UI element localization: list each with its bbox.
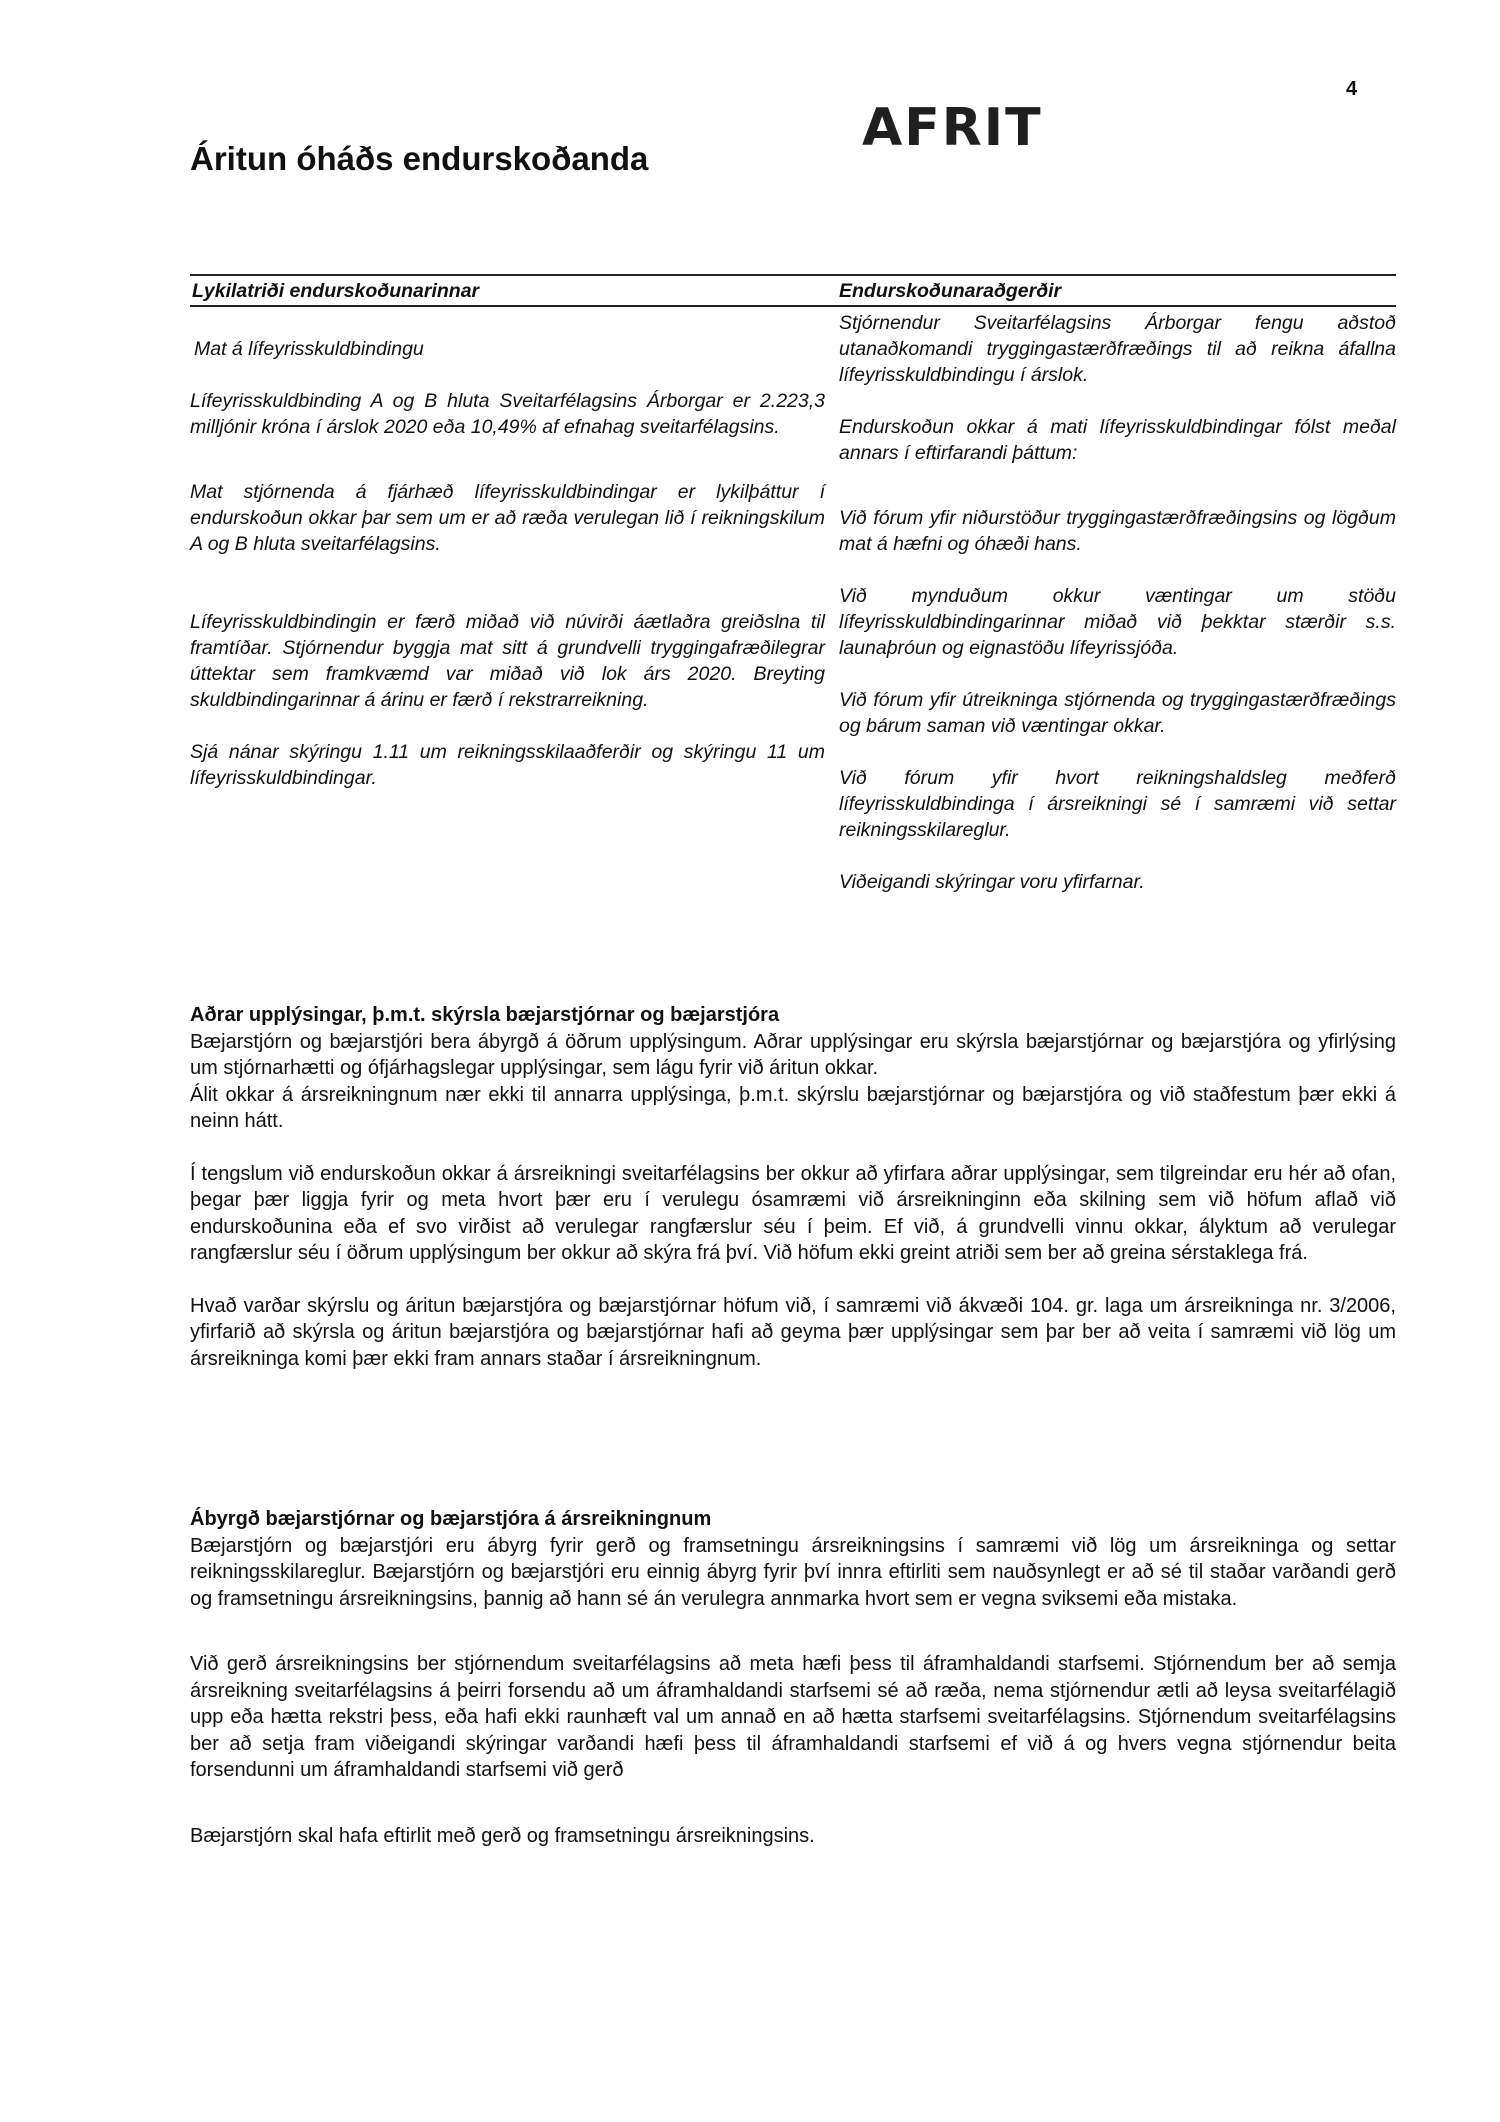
key-matters-column <box>190 310 825 791</box>
key-matter-paragraph: Sjá nánar skýringu 1.11 um reikningsskilaaðferðir og skýringu 11 um lífeyrisskuldbindingar. <box>190 741 825 789</box>
body-paragraph: Bæjarstjórn og bæjarstjóri bera ábyrgð á öðrum upplýsingum. Aðrar upplýsingar eru skýrsla bæjarstjórnar og bæjarstjóra og yfirlýsing um stjórnarhætti og ófjárhagslegar upplýsingar, sem lágu fyrir við áritun okkar. <box>190 1030 1396 1079</box>
body-paragraph: Bæjarstjórn og bæjarstjóri eru ábyrg fyrir gerð og framsetningu ársreikningsins í samræmi við lög um ársreikninga og settar reikningsskilareglur. Bæjarstjórn og bæjarstjóri eru einnig ábyrg fyrir því innra eftirliti sem nauðsynlegt er að sé til staðar varðandi gerð og framsetningu ársreikningsins, þannig að hann sé án verulegra annmarka hvort sem er vegna sviksemi eða mistaka. <box>190 1534 1396 1610</box>
key-matter-paragraph: Lífeyrisskuldbinding A og B hluta Sveitarfélagsins Árborgar er 2.223,3 milljónir króna í árslok 2020 eða 10,49% af efnahag sveitarfélagsins. <box>190 390 825 438</box>
audit-procedures-column <box>839 310 1396 895</box>
table-header-rule <box>190 305 1396 307</box>
page-number: 4 <box>1346 78 1358 100</box>
procedure-paragraph: Við mynduðum okkur væntingar um stöðu lífeyrisskuldbindingarinnar miðað við þekktar stærðir s.s. launaþróun og eignastöðu lífeyrissjóða. <box>839 585 1396 659</box>
other-information-section <box>190 1002 1396 1372</box>
body-paragraph: Bæjarstjórn skal hafa eftirlit með gerð og framsetningu ársreikningsins. <box>190 1824 815 1847</box>
procedure-paragraph: Stjórnendur Sveitarfélagsins Árborgar fengu aðstoð utanaðkomandi tryggingastærðfræðings til að reikna áfallna lífeyrisskuldbindingu í árslok. <box>839 312 1396 386</box>
pension-subheading: Mat á lífeyrisskuldbindingu <box>194 338 424 360</box>
afrit-stamp: AFRIT <box>862 98 1043 158</box>
procedure-paragraph: Við fórum yfir niðurstöður tryggingastærðfræðingsins og lögðum mat á hæfni og óhæði hans. <box>839 507 1396 555</box>
responsibility-heading: Ábyrgð bæjarstjórnar og bæjarstjóra á ársreikningnum <box>190 1508 712 1530</box>
page-title: Áritun óháðs endurskoðanda <box>190 140 649 177</box>
audit-procedures-heading: Endurskoðunaraðgerðir <box>839 280 1062 302</box>
key-matters-heading: Lykilatriði endurskoðunarinnar <box>192 280 480 302</box>
procedure-paragraph: Við fórum yfir hvort reikningshaldsleg meðferð lífeyrisskuldbindinga í ársreikningi sé í samræmi við settar reikningsskilareglur. <box>839 767 1396 841</box>
procedure-paragraph: Endurskoðun okkar á mati lífeyrisskuldbindingar fólst meðal annars í eftirfarandi þáttum: <box>839 416 1396 464</box>
body-paragraph: Álit okkar á ársreikningnum nær ekki til annarra upplýsinga, þ.m.t. skýrslu bæjarstjórnar og bæjarstjóra og við staðfestum þær ekki á neinn hátt. <box>190 1083 1396 1132</box>
procedure-paragraph: Viðeigandi skýringar voru yfirfarnar. <box>839 871 1145 893</box>
body-paragraph: Hvað varðar skýrslu og áritun bæjarstjóra og bæjarstjórnar höfum við, í samræmi við ákvæði 104. gr. laga um ársreikninga nr. 3/2006, yfirfarið að skýrsla og áritun bæjarstjóra og bæjarstjórnar hafi að geyma þær upplýsingar sem þar ber að veita í samræmi við lög um ársreikninga komi þær ekki fram annars staðar í ársreikningnum. <box>190 1294 1396 1370</box>
body-paragraph: Við gerð ársreikningsins ber stjórnendum sveitarfélagsins að meta hæfi þess til áframhaldandi starfsemi. Stjórnendum ber að semja ársreikning sveitarfélagsins á þeirri forsendu að um áframhaldandi starfsemi sé að ræða, nema stjórnendur ætli að leysa sveitarfélagið upp eða hætta rekstri þess, eða hafi ekki raunhæft val um annað en að hætta starfsemi sveitarfélagsins. Stjórnendum sveitarfélagsins ber að setja fram viðeigandi skýringar varðandi hæfi þess til áframhaldandi starfsemi ef við á og hvers vegna stjórnendur beita forsendunni um áframhaldandi starfsemi við gerð <box>190 1653 1396 1781</box>
table-top-rule <box>190 274 1396 276</box>
other-information-heading: Aðrar upplýsingar, þ.m.t. skýrsla bæjarstjórnar og bæjarstjóra <box>190 1004 780 1026</box>
procedure-paragraph: Við fórum yfir útreikninga stjórnenda og tryggingastærðfræðings og bárum saman við væntingar okkar. <box>839 689 1396 737</box>
body-paragraph: Í tengslum við endurskoðun okkar á ársreikningi sveitarfélagsins ber okkur að yfirfara aðrar upplýsingar, sem tilgreindar eru hér að ofan, þegar þær liggja fyrir og meta hvort þær eru í verulegu ósamræmi við ársreikninginn eða skilning sem við höfum aflað við endurskoðunina eða ef svo virðist að verulegar rangfærslur séu í þeim. Ef við, á grundvelli vinnu okkar, ályktum að verulegar rangfærslur séu í öðrum upplýsingum ber okkur að skýra frá því. Við höfum ekki greint atriði sem ber að greina sérstaklega frá. <box>190 1162 1396 1264</box>
key-matter-paragraph: Mat stjórnenda á fjárhæð lífeyrisskuldbindingar er lykilþáttur í endurskoðun okkar þar sem um er að ræða verulegan lið í reikningskilum A og B hluta sveitarfélagsins. <box>190 481 825 555</box>
key-matter-paragraph: Lífeyrisskuldbindingin er færð miðað við núvirði áætlaðra greiðslna til framtíðar. Stjórnendur byggja mat sitt á grundvelli tryggingafræðilegrar úttektar sem framkvæmd var miðað við lok árs 2020. Breyting skuldbindingarinnar á árinu er færð í rekstrarreikning. <box>190 611 825 711</box>
responsibility-section <box>190 1506 1396 1849</box>
